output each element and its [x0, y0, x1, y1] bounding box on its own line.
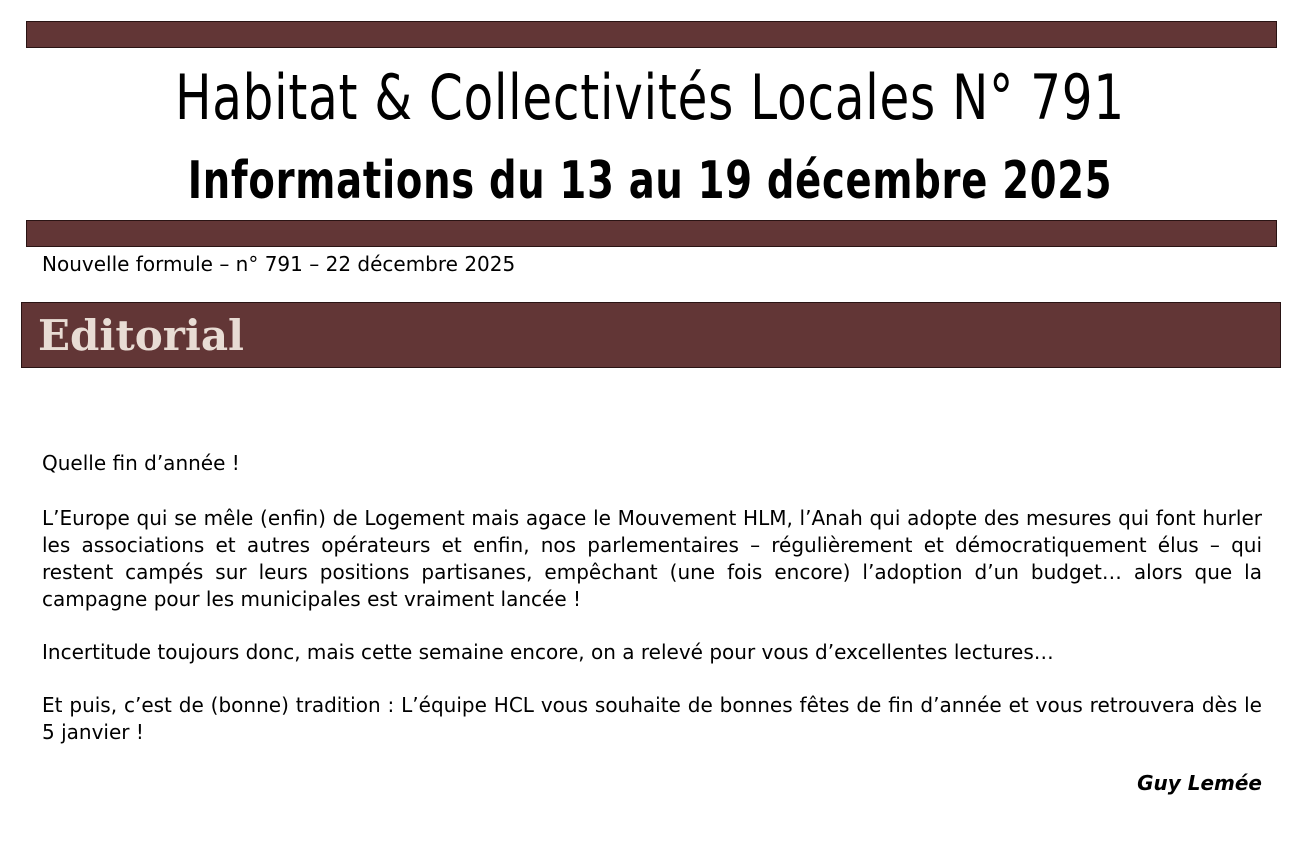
newsletter-subtitle: Informations du 13 au 19 décembre 2025: [187, 151, 1113, 211]
editorial-body: [42, 450, 1262, 772]
masthead-bottom-bar: [26, 220, 1277, 247]
masthead-top-bar: [26, 21, 1277, 48]
section-title: Editorial: [38, 311, 245, 360]
newsletter-title: Habitat & Collectivités Locales N° 791: [175, 61, 1125, 134]
editorial-paragraph: Incertitude toujours donc, mais cette semaine encore, on a relevé pour vous d’excellentes lectures…: [42, 640, 1054, 664]
editorial-signature: Guy Lemée: [1137, 771, 1262, 795]
editorial-paragraph: Et puis, c’est de (bonne) tradition : L’équipe HCL vous souhaite de bonnes fêtes de fin d’année et vous retrouvera dès le 5 janvier !: [42, 693, 1262, 744]
issue-line: Nouvelle formule – n° 791 – 22 décembre 2025: [42, 252, 516, 276]
section-header-band: [21, 302, 1281, 368]
editorial-paragraph: Quelle fin d’année !: [42, 451, 240, 475]
editorial-paragraph: L’Europe qui se mêle (enfin) de Logement mais agace le Mouvement HLM, l’Anah qui adopte des mesures qui font hurler les associations et autres opérateurs et enfin, nos parlementaires – régulièrement et démocratiquement élus – qui restent campés sur leurs positions partisanes, empêchant (une fois encore) l’adoption d’un budget… alors que la campagne pour les municipales est vraiment lancée !: [42, 506, 1262, 611]
